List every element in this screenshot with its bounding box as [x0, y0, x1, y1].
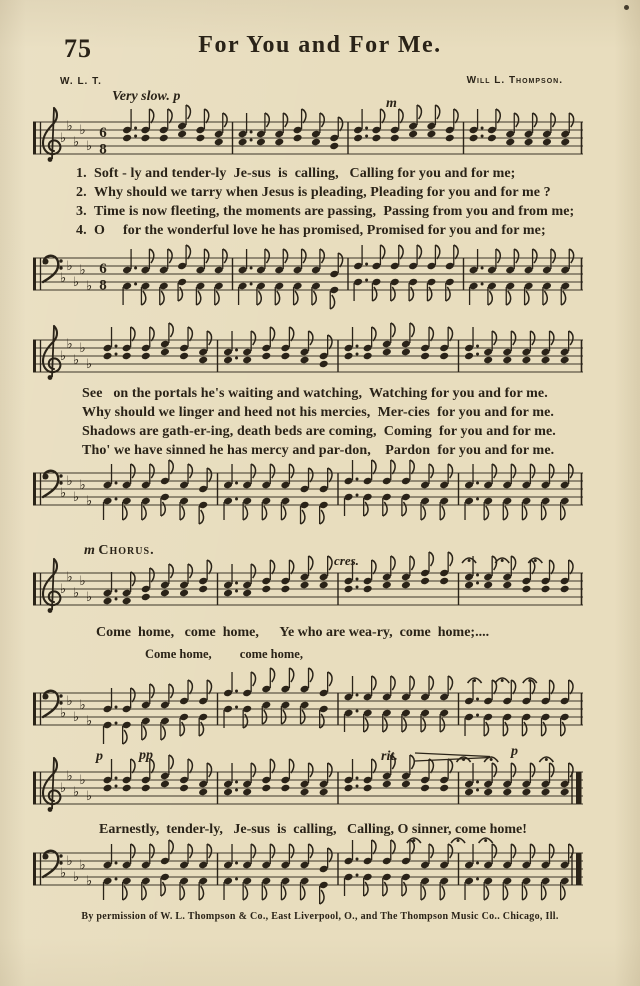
svg-text:♭: ♭: [86, 139, 93, 154]
verse-number: 3.: [76, 204, 87, 219]
svg-text:♭: ♭: [73, 785, 80, 800]
svg-text:♭: ♭: [66, 337, 73, 352]
svg-text:♭: ♭: [79, 478, 86, 493]
staff-svg: [33, 746, 585, 834]
svg-text:♭: ♭: [66, 474, 73, 489]
svg-text:6: 6: [99, 261, 107, 277]
svg-text:♭: ♭: [66, 119, 73, 134]
composer-initials: W. L. T.: [60, 76, 102, 87]
bass-staff-chorus: [33, 667, 585, 755]
treble-staff-chorus: [33, 547, 585, 635]
svg-text:♭: ♭: [86, 789, 93, 804]
svg-text:♭: ♭: [79, 574, 86, 589]
verse-text: Time is now fleeting, the moments are passing, Passing from you and from me;: [94, 204, 575, 219]
svg-text:♭: ♭: [66, 769, 73, 784]
svg-text:♭: ♭: [73, 353, 80, 368]
verse2-line-4: Tho' we have sinned he has mercy and par-don, Pardon for you and for me.: [82, 443, 555, 458]
svg-text:8: 8: [99, 141, 107, 158]
verse-number: 2.: [76, 185, 87, 200]
page-title: For You and For Me.: [198, 32, 442, 58]
svg-text:♭: ♭: [73, 586, 80, 601]
svg-text:♭: ♭: [79, 263, 86, 278]
verse-text: O for the wonderful love he has promised, Promised for you and for me;: [94, 223, 546, 238]
verse-text: Soft - ly and tender-ly Je-sus is calling, Calling for you and for me;: [94, 166, 516, 181]
svg-text:♭: ♭: [79, 341, 86, 356]
chorus-echo-lyric: Come home, come home,: [145, 647, 303, 661]
svg-text:♭: ♭: [73, 870, 80, 885]
svg-text:♭: ♭: [60, 349, 67, 364]
bass-staff-system-2: [33, 447, 585, 535]
svg-text:♭: ♭: [66, 259, 73, 274]
treble-staff-final: [33, 746, 585, 834]
svg-text:♭: ♭: [66, 854, 73, 869]
staff-svg: [33, 547, 585, 635]
staff-svg: [33, 827, 585, 915]
svg-text:♭: ♭: [79, 858, 86, 873]
bass-staff-system-1: [33, 232, 585, 320]
svg-text:♭: ♭: [73, 275, 80, 290]
staff-svg: [33, 667, 585, 755]
dynamic-p: p: [511, 744, 518, 759]
svg-text:♭: ♭: [60, 866, 67, 881]
svg-text:♭: ♭: [86, 279, 93, 294]
dynamic-pp: pp: [139, 748, 153, 763]
svg-text:♭: ♭: [73, 710, 80, 725]
bass-staff-final: [33, 827, 585, 915]
svg-text:♭: ♭: [86, 357, 93, 372]
svg-text:♭: ♭: [86, 494, 93, 509]
scan-speck: [624, 5, 629, 10]
dynamic-p: p: [96, 749, 103, 764]
svg-text:♭: ♭: [79, 773, 86, 788]
tempo-text: Very slow.: [112, 89, 170, 104]
svg-text:♭: ♭: [66, 570, 73, 585]
verse2-line-1: See on the portals he's waiting and watching, Watching for you and for me.: [82, 386, 548, 401]
verse2-line-3: Shadows are gath-er-ing, death beds are coming, Coming for you and for me.: [82, 424, 556, 439]
svg-text:♭: ♭: [60, 582, 67, 597]
svg-text:8: 8: [99, 277, 107, 294]
svg-text:♭: ♭: [86, 874, 93, 889]
dynamic-p: p: [173, 89, 181, 104]
dynamic-m: m: [84, 543, 95, 558]
hymn-number: 75: [64, 34, 92, 63]
verse-line-2: [76, 185, 551, 201]
svg-text:♭: ♭: [66, 694, 73, 709]
permission-note: By permission of W. L. Thompson & Co., East Liverpool, O., and The Thompson Music Co.. Chicago, Ill.: [81, 911, 559, 922]
verse-line-3: [76, 204, 574, 220]
svg-text:♭: ♭: [60, 486, 67, 501]
verse-line-1: [76, 166, 515, 182]
svg-text:6: 6: [99, 125, 107, 141]
svg-text:♭: ♭: [79, 698, 86, 713]
svg-text:♭: ♭: [79, 123, 86, 138]
staff-svg: [33, 447, 585, 535]
crescendo-marking: cres.: [334, 553, 359, 568]
svg-text:♭: ♭: [86, 590, 93, 605]
chorus-label-text: Chorus.: [98, 543, 155, 558]
ritardando-marking: rit.: [381, 749, 398, 764]
staff-svg: [33, 232, 585, 320]
verse-number: 1.: [76, 166, 87, 181]
svg-text:♭: ♭: [60, 131, 67, 146]
final-lyric: Earnestly, tender-ly, Je-sus is calling, Calling, O sinner, come home!: [99, 822, 527, 837]
svg-text:♭: ♭: [60, 271, 67, 286]
composer-name: Will L. Thompson.: [466, 75, 563, 86]
chorus-lyric: Come home, come home, Ye who are wea-ry, come home;....: [96, 625, 490, 640]
svg-text:♭: ♭: [86, 714, 93, 729]
svg-text:♭: ♭: [73, 135, 80, 150]
dynamic-m: m: [386, 96, 397, 111]
verse2-line-2: Why should we linger and heed not his mercies, Mer-cies for you and for me.: [82, 405, 555, 420]
svg-text:♭: ♭: [60, 706, 67, 721]
svg-text:♭: ♭: [73, 490, 80, 505]
svg-text:♭: ♭: [60, 781, 67, 796]
verse-number: 4.: [76, 223, 87, 238]
verse-text: Why should we tarry when Jesus is pleading, Pleading for you and for me ?: [94, 185, 551, 200]
